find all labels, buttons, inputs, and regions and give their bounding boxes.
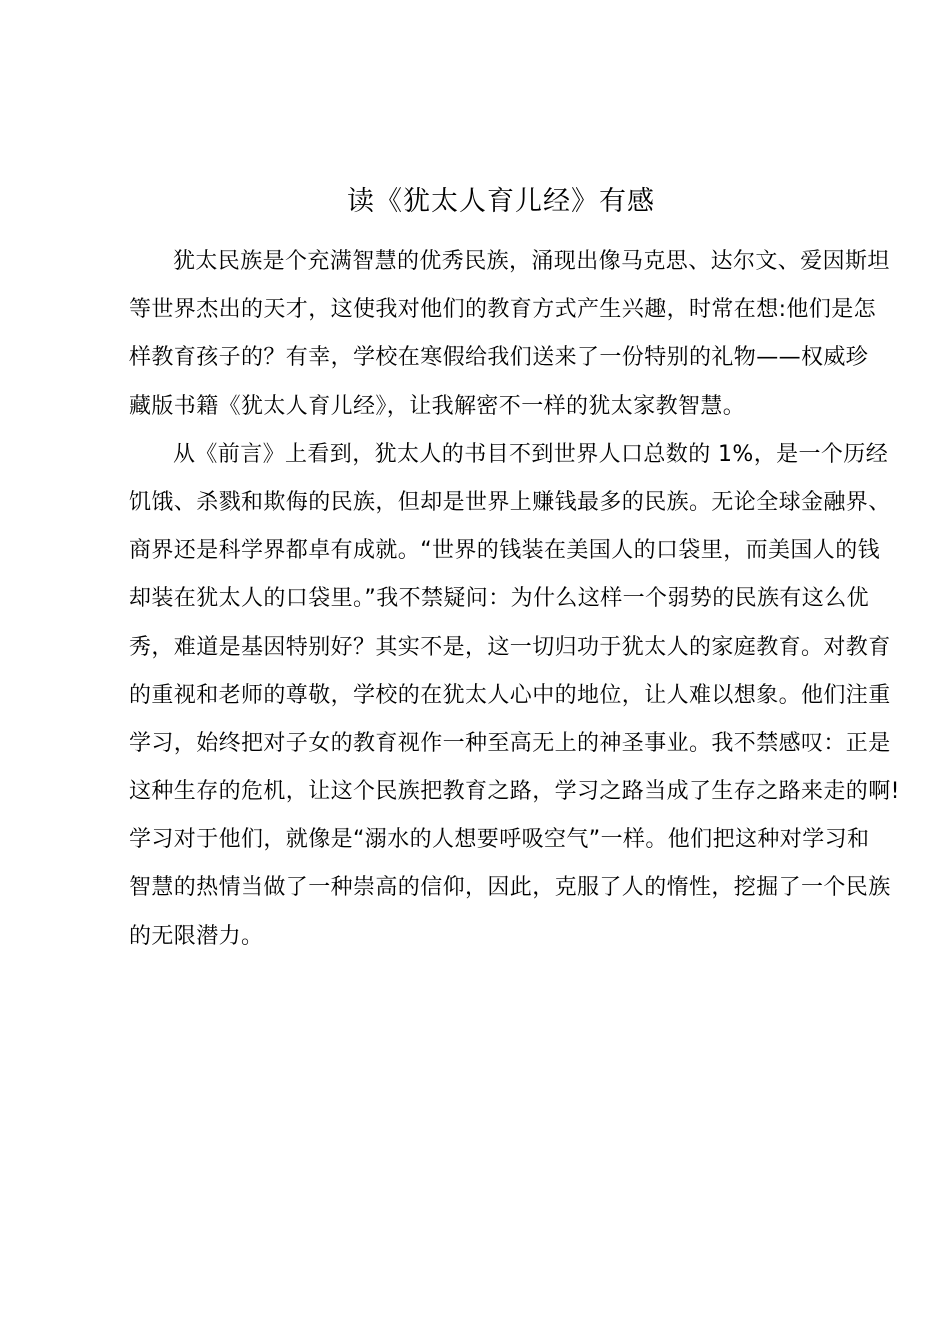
- text-line: 藏版书籍《犹太人育儿经》，让我解密不一样的犹太家教智慧。: [129, 393, 746, 419]
- text-line: 秀，难道是基因特别好？其实不是，这一切归功于犹太人的家庭教育。对教育: [129, 634, 891, 660]
- text-line: 样教育孩子的？有幸，学校在寒假给我们送来了一份特别的礼物——权威珍: [129, 345, 869, 371]
- text-line: 饥饿、杀戮和欺侮的民族，但却是世界上赚钱最多的民族。无论全球金融界、: [129, 489, 891, 515]
- text-line: 等世界杰出的天才，这使我对他们的教育方式产生兴趣，时常在想:他们是怎: [129, 297, 877, 323]
- text-line: 学习，始终把对子女的教育视作一种至高无上的神圣事业。我不禁感叹：正是: [129, 730, 891, 756]
- document-title: 读《犹太人育儿经》有感: [347, 186, 655, 217]
- text-line: 的无限潜力。: [129, 923, 264, 949]
- text-line: 却装在犹太人的口袋里。”我不禁疑问：为什么这样一个弱势的民族有这么优: [129, 586, 869, 612]
- document-body: [129, 238, 900, 961]
- paragraph-2: [129, 431, 900, 961]
- text-line: 这种生存的危机，让这个民族把教育之路，学习之路当成了生存之路来走的啊!: [129, 779, 900, 805]
- paragraph-1: [129, 238, 890, 431]
- text-line: 商界还是科学界都卓有成就。“世界的钱装在美国人的口袋里，而美国人的钱: [129, 538, 880, 564]
- text-line: 犹太民族是个充满智慧的优秀民族，涌现出像马克思、达尔文、爱因斯坦: [173, 249, 890, 274]
- text-line: 的重视和老师的尊敬，学校的在犹太人心中的地位，让人难以想象。他们注重: [129, 682, 891, 708]
- text-line: 从《前言》上看到，犹太人的书目不到世界人口总数的 1%，是一个历经: [173, 441, 889, 467]
- text-line: 智慧的热情当做了一种崇高的信仰，因此，克服了人的惰性，挖掘了一个民族: [129, 875, 891, 901]
- text-line: 学习对于他们，就像是“溺水的人想要呼吸空气”一样。他们把这种对学习和: [129, 827, 870, 853]
